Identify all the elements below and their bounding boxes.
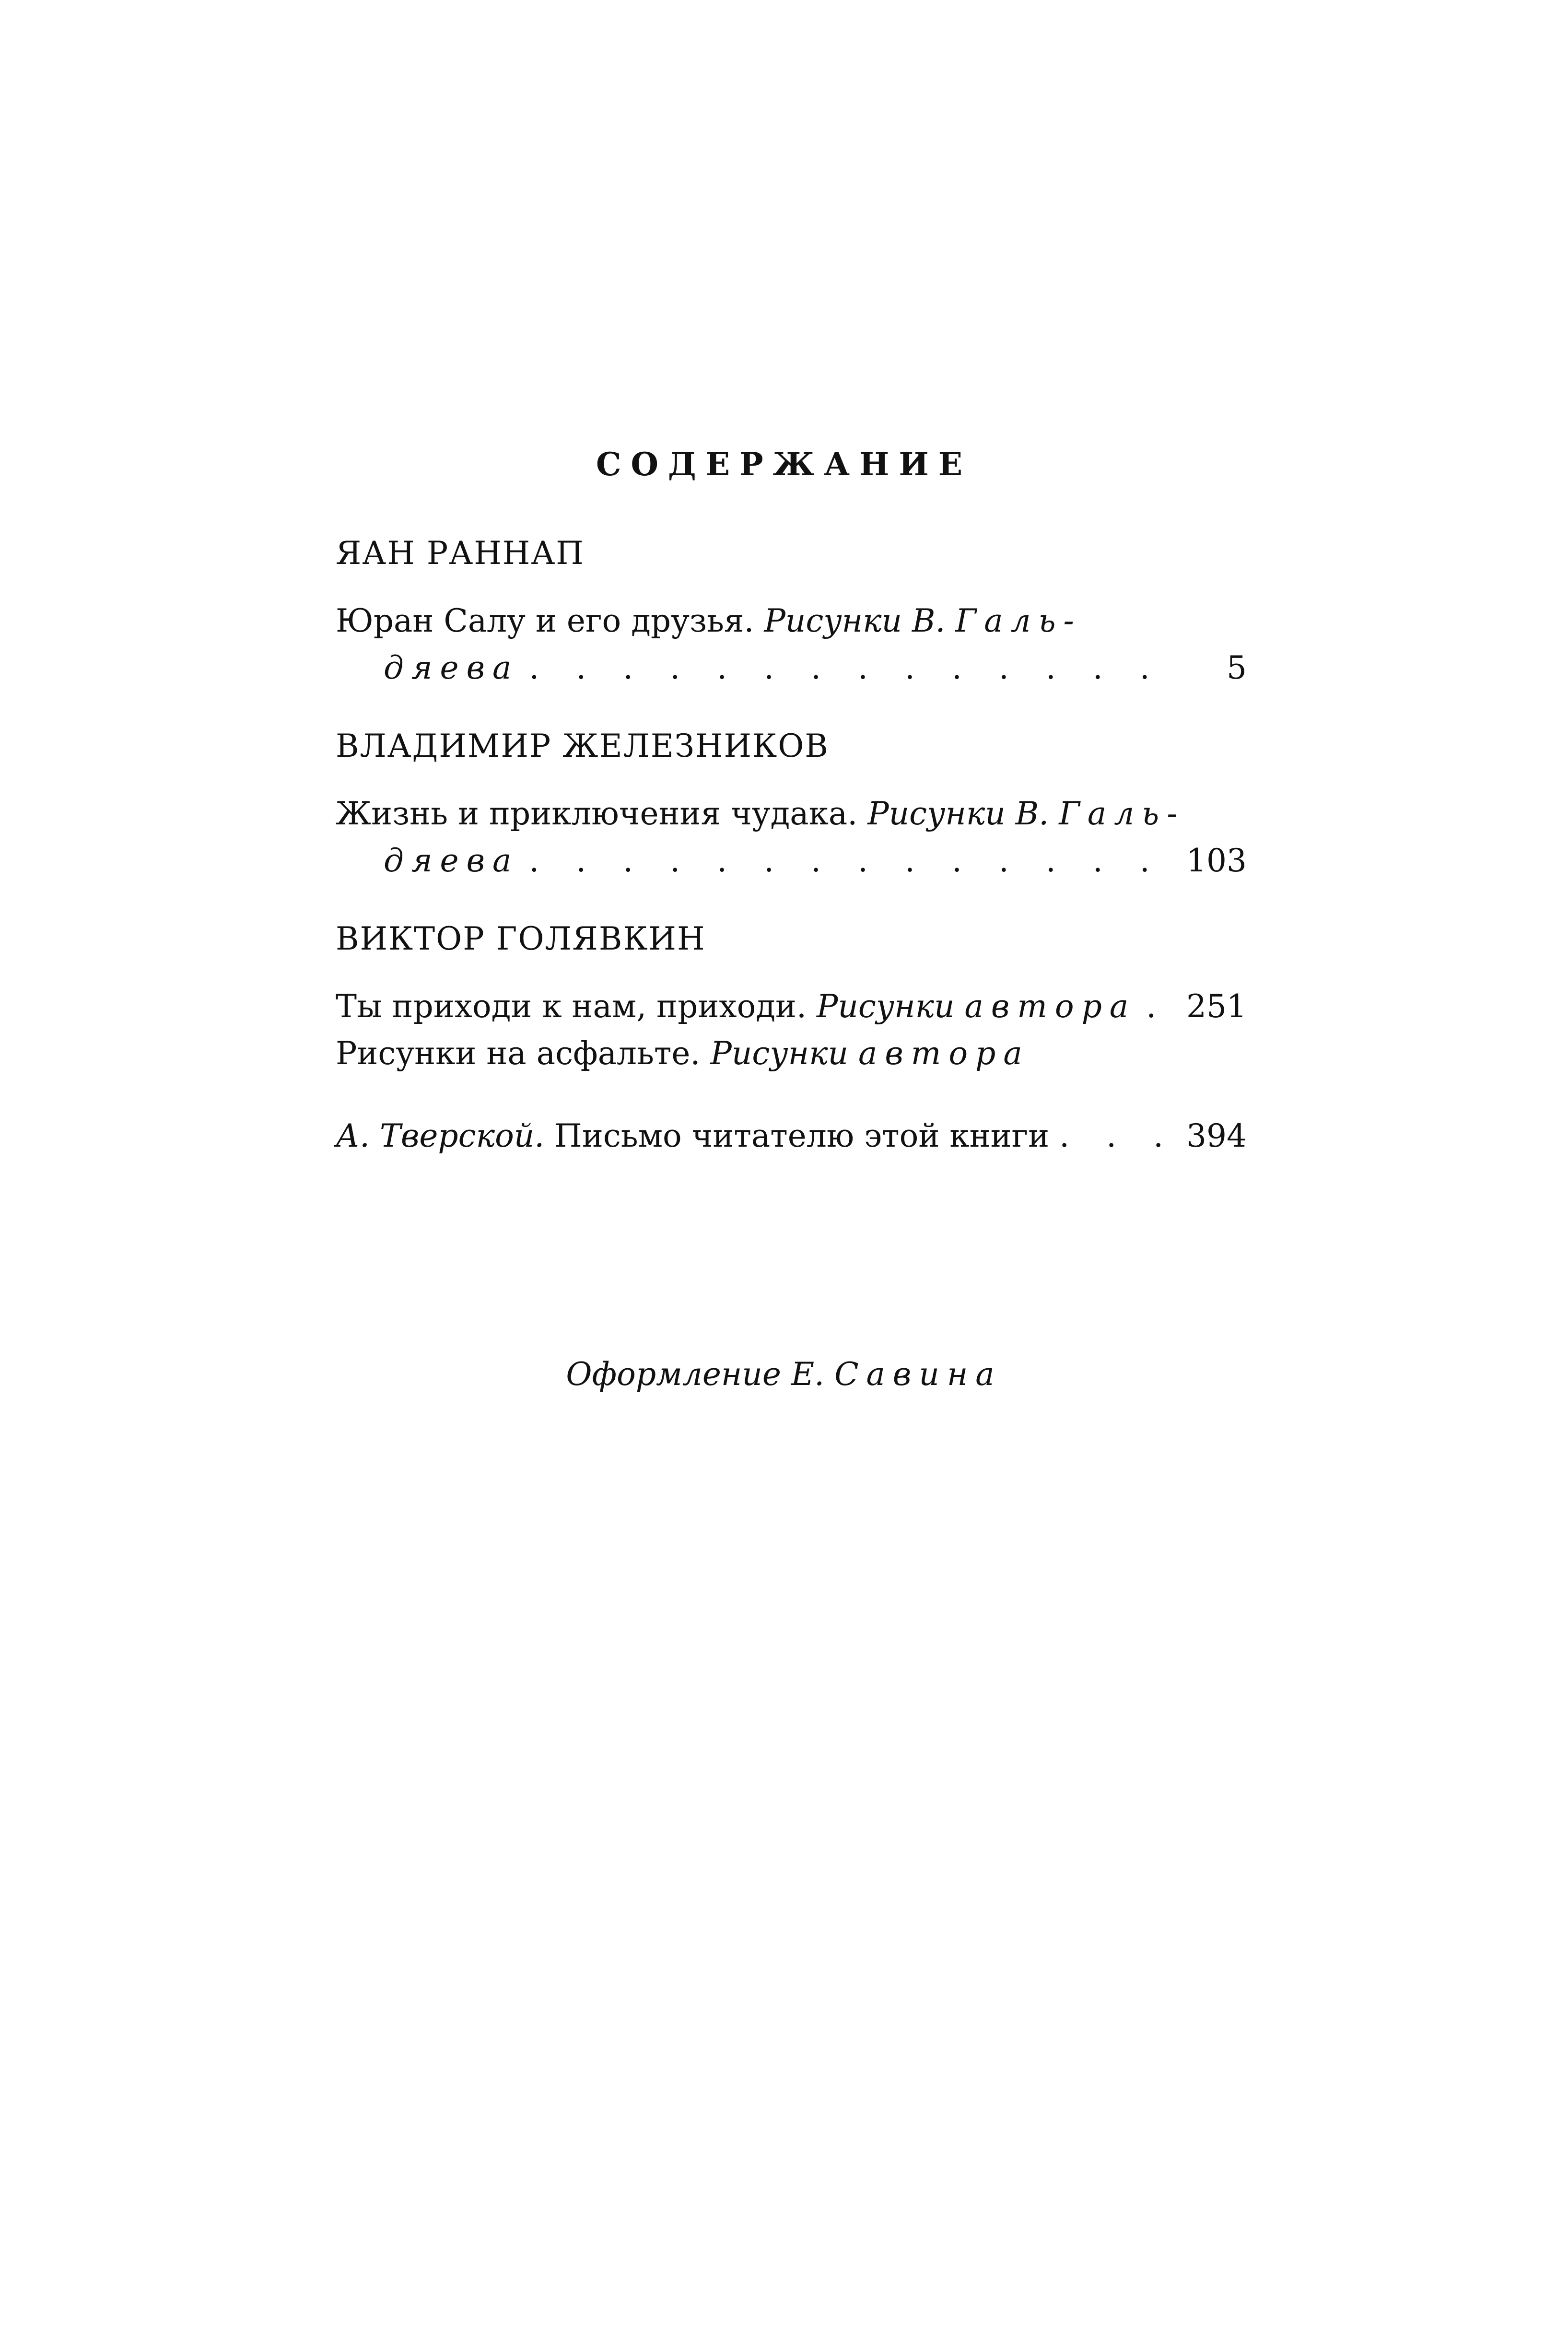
leader-dots: . . . . . . . . . . . . . . <box>529 649 1163 686</box>
section-author: ВИКТОР ГОЛЯВКИН <box>336 920 706 957</box>
entry-title: Жизнь и приключения чудака. <box>336 795 858 832</box>
entry-illustrator-spaced: автора <box>858 1035 1030 1072</box>
credit-label: Оформление Е. <box>566 1356 825 1393</box>
toc-entry-line2 <box>336 645 1247 692</box>
page-number: 5 <box>1227 649 1247 686</box>
page-number: 251 <box>1186 988 1247 1025</box>
page-title: СОДЕРЖАНИЕ <box>596 446 972 483</box>
page-number: 394 <box>1186 1117 1247 1154</box>
section-author: ЯАН РАННАП <box>336 535 585 572</box>
entry-title: Рисунки на асфальте. <box>336 1035 701 1072</box>
leader-dots: . . . <box>1059 1117 1177 1154</box>
entry-title: Ты приходи к нам, приходи. <box>336 988 807 1025</box>
entry-illustrator: Рисунки <box>816 988 955 1025</box>
design-credit <box>0 1355 1568 1394</box>
entry-illustrator-spaced: Галь- <box>955 602 1082 639</box>
entry-illustrator: Рисунки В. <box>867 795 1049 832</box>
page-number: 103 <box>1186 842 1247 879</box>
section-rannap <box>336 534 1247 692</box>
entry-illustrator-spaced: автора <box>964 988 1136 1025</box>
section-author: ВЛАДИМИР ЖЕЛЕЗНИКОВ <box>336 728 829 764</box>
toc-entry <box>336 1030 1247 1077</box>
toc-entry-line1 <box>336 790 1247 837</box>
section-golyavkin <box>336 920 1247 1077</box>
entry-illustrator-cont: дяева <box>384 842 519 879</box>
toc-entry-line2 <box>336 837 1247 884</box>
entry-illustrator-cont: дяева <box>384 649 519 686</box>
entry-title: Письмо читателю этой книги <box>554 1117 1050 1154</box>
leader-dots: . <box>1146 988 1157 1025</box>
leader-dots: . . . . . . . . . . . . . . <box>529 842 1163 879</box>
toc-entry-line1 <box>336 598 1247 645</box>
letter-author: А. Тверской. <box>336 1117 545 1154</box>
section-letter <box>336 1113 1247 1160</box>
credit-name: Савина <box>834 1356 1002 1393</box>
section-zheleznikov <box>336 727 1247 884</box>
toc-entry <box>336 1113 1247 1160</box>
entry-title: Юран Салу и его друзья. <box>336 602 754 639</box>
entry-illustrator: Рисунки В. <box>764 602 946 639</box>
toc-entry <box>336 983 1247 1030</box>
entry-illustrator: Рисунки <box>710 1035 848 1072</box>
entry-illustrator-spaced: Галь- <box>1059 795 1185 832</box>
